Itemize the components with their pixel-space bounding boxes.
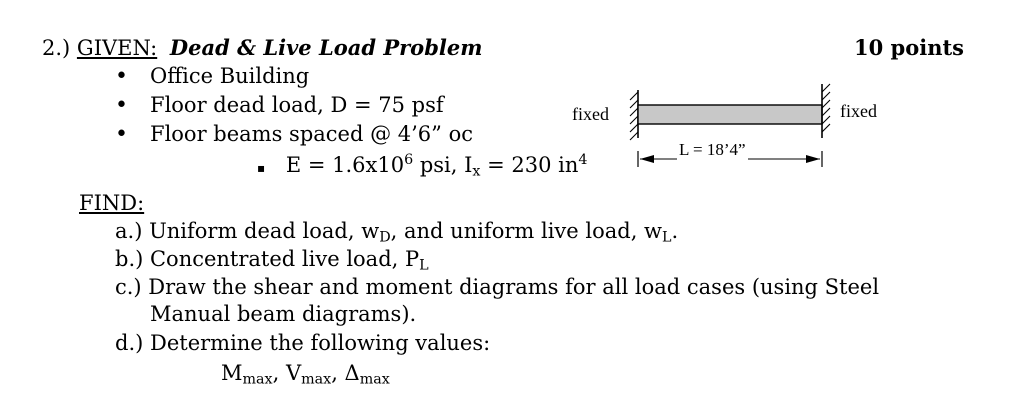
left-support-label: fixed bbox=[572, 104, 609, 124]
deflection-symbol: , Δ bbox=[331, 361, 360, 385]
points-label: 10 points bbox=[854, 35, 964, 60]
modulus-text: E = 1.6x10 bbox=[285, 152, 405, 177]
max-values bbox=[221, 361, 390, 388]
find-a-sub-l: L bbox=[662, 229, 672, 246]
square-bullet-icon: ▪ bbox=[257, 160, 266, 175]
inertia-value: = 230 in bbox=[480, 152, 579, 177]
find-item-d: d.) Determine the following values: bbox=[115, 331, 491, 355]
find-b-text: b.) Concentrated live load, P bbox=[115, 247, 420, 271]
given-item-2-text: Floor dead load, D = 75 psf bbox=[150, 93, 444, 117]
shear-sub: max bbox=[301, 371, 332, 388]
find-a-text: a.) Uniform dead load, w bbox=[115, 219, 380, 243]
inertia-exponent: 4 bbox=[578, 152, 588, 168]
inertia-subscript: x bbox=[472, 163, 481, 180]
bullet-icon: • bbox=[115, 122, 128, 147]
find-a-end: . bbox=[671, 219, 679, 243]
problem-title: Dead & Live Load Problem bbox=[169, 35, 483, 60]
left-hatch-icon bbox=[630, 92, 638, 140]
find-a-sub-d: D bbox=[379, 229, 391, 246]
find-item-a bbox=[115, 219, 678, 246]
inertia-label: psi, I bbox=[413, 152, 473, 177]
moment-sub: max bbox=[242, 371, 273, 388]
given-item-3-text: Floor beams spaced @ 4’6” oc bbox=[150, 122, 473, 146]
find-item-c-line2: Manual beam diagrams). bbox=[150, 302, 417, 326]
find-item-b bbox=[115, 247, 429, 274]
right-hatch-icon bbox=[822, 84, 830, 132]
moment-symbol: M bbox=[221, 361, 243, 385]
length-label: L = 18’4” bbox=[679, 140, 746, 159]
find-label: FIND: bbox=[79, 191, 145, 215]
bullet-icon: • bbox=[115, 93, 128, 118]
find-item-c-line1: c.) Draw the shear and moment diagrams for all load cases (using Steel bbox=[115, 275, 880, 299]
problem-number: 2.) bbox=[42, 36, 71, 60]
find-b-sub: L bbox=[419, 257, 429, 274]
find-a-mid: , and uniform live load, w bbox=[390, 219, 663, 243]
modulus-exponent: 6 bbox=[404, 152, 414, 168]
beam bbox=[638, 105, 822, 124]
arrow-left-icon bbox=[640, 155, 654, 163]
bullet-icon: • bbox=[115, 64, 128, 89]
given-label: GIVEN: bbox=[76, 36, 158, 60]
given-item-1-text: Office Building bbox=[150, 64, 310, 88]
shear-symbol: , V bbox=[272, 361, 302, 385]
right-support-label: fixed bbox=[840, 101, 877, 121]
arrow-right-icon bbox=[806, 155, 820, 163]
deflection-sub: max bbox=[359, 371, 390, 388]
